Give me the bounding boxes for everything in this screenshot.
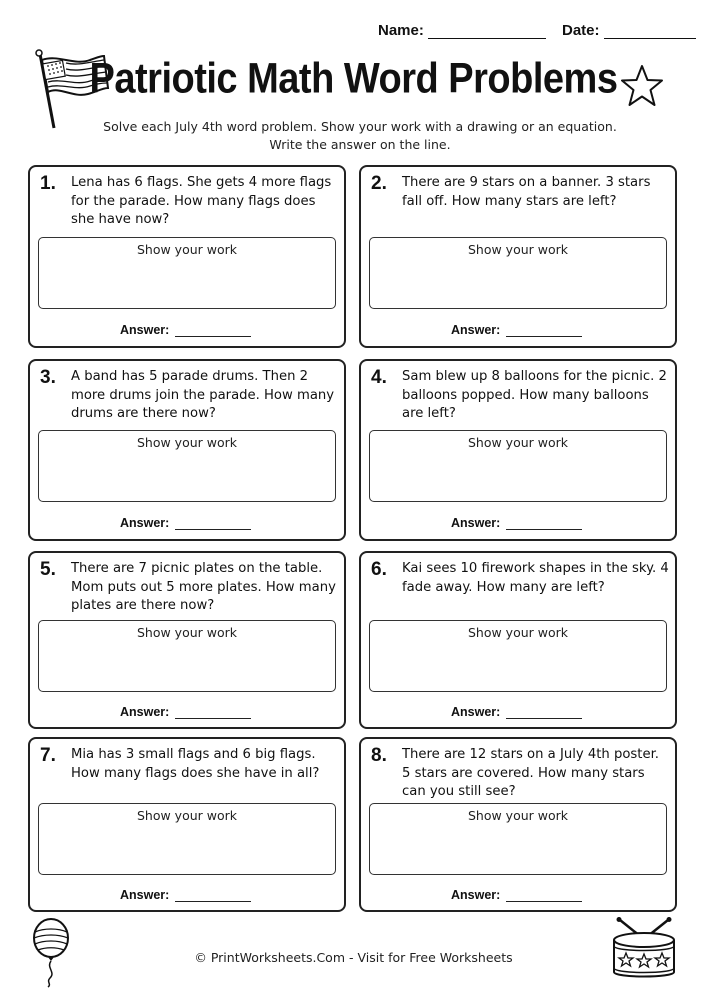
problem-text: There are 7 picnic plates on the table. Mom puts out 5 more plates. How many plates are there now? (71, 561, 336, 613)
answer-field[interactable] (120, 888, 251, 902)
answer-label: Answer: (120, 705, 170, 719)
date-label: Date: (562, 22, 600, 39)
work-box[interactable] (369, 430, 667, 502)
work-box[interactable] (369, 803, 667, 875)
answer-field[interactable] (451, 888, 582, 902)
answer-label: Answer: (120, 888, 170, 902)
work-label: Show your work (467, 435, 569, 450)
problem-number: 3. (40, 367, 56, 388)
answer-label: Answer: (120, 516, 170, 530)
answer-label: Answer: (451, 323, 501, 337)
date-field[interactable] (562, 22, 696, 39)
work-box[interactable] (369, 620, 667, 692)
answer-field[interactable] (120, 516, 251, 530)
instructions-line-2: Write the answer on the line. (269, 137, 451, 152)
name-label: Name: (378, 22, 424, 39)
answer-field[interactable] (120, 705, 251, 719)
problem-number: 8. (371, 745, 387, 766)
answer-line[interactable] (506, 889, 582, 902)
answer-field[interactable] (451, 516, 582, 530)
work-box[interactable] (38, 237, 336, 309)
problem-number: 2. (371, 173, 387, 194)
problem-text: There are 12 stars on a July 4th poster. 5 stars are covered. How many stars can you still see? (402, 747, 659, 799)
answer-field[interactable] (451, 323, 582, 337)
answer-label: Answer: (120, 323, 170, 337)
work-box[interactable] (38, 620, 336, 692)
answer-field[interactable] (451, 705, 582, 719)
answer-field[interactable] (120, 323, 251, 337)
problem-number: 6. (371, 559, 387, 580)
answer-line[interactable] (506, 324, 582, 337)
problem-text: Mia has 3 small flags and 6 big flags. How many flags does she have in all? (71, 747, 320, 781)
answer-line[interactable] (175, 324, 251, 337)
instructions-line-1: Solve each July 4th word problem. Show your work with a drawing or an equation. (103, 119, 617, 134)
footer-credit: © PrintWorksheets.Com - Visit for Free Worksheets (194, 950, 513, 965)
problem-text: Lena has 6 flags. She gets 4 more flags for the parade. How many flags does she have now? (71, 175, 332, 227)
problem-card-8 (359, 737, 677, 912)
drum-icon (606, 916, 682, 982)
problem-card-5 (28, 551, 346, 729)
answer-label: Answer: (451, 516, 501, 530)
answer-line[interactable] (506, 517, 582, 530)
problem-text: Kai sees 10 firework shapes in the sky. 4 fade away. How many are left? (402, 561, 669, 595)
name-line[interactable] (428, 24, 546, 39)
page-title: Patriotic Math Word Problems (89, 55, 618, 103)
problem-text: Sam blew up 8 balloons for the picnic. 2 balloons popped. How many balloons are left? (402, 369, 667, 421)
work-label: Show your work (467, 242, 569, 257)
problem-card-4 (359, 359, 677, 541)
work-box[interactable] (369, 237, 667, 309)
name-field[interactable] (378, 22, 546, 39)
answer-line[interactable] (175, 889, 251, 902)
work-label: Show your work (136, 808, 238, 823)
work-label: Show your work (136, 625, 238, 640)
problem-number: 1. (40, 173, 56, 194)
problem-card-1 (28, 165, 346, 348)
work-label: Show your work (467, 808, 569, 823)
problem-text: There are 9 stars on a banner. 3 stars fall off. How many stars are left? (402, 175, 651, 209)
answer-label: Answer: (451, 705, 501, 719)
problem-text: A band has 5 parade drums. Then 2 more drums join the parade. How many drums are there now? (71, 369, 335, 421)
problem-card-2 (359, 165, 677, 348)
problem-card-6 (359, 551, 677, 729)
work-box[interactable] (38, 803, 336, 875)
instructions (60, 118, 660, 154)
answer-label: Answer: (451, 888, 501, 902)
problem-number: 7. (40, 745, 56, 766)
problem-number: 4. (371, 367, 387, 388)
work-label: Show your work (136, 242, 238, 257)
answer-line[interactable] (175, 706, 251, 719)
work-box[interactable] (38, 430, 336, 502)
problem-card-7 (28, 737, 346, 912)
star-icon (619, 64, 665, 108)
date-line[interactable] (604, 24, 696, 39)
work-label: Show your work (136, 435, 238, 450)
work-label: Show your work (467, 625, 569, 640)
problem-card-3 (28, 359, 346, 541)
answer-line[interactable] (506, 706, 582, 719)
answer-line[interactable] (175, 517, 251, 530)
problem-number: 5. (40, 559, 56, 580)
